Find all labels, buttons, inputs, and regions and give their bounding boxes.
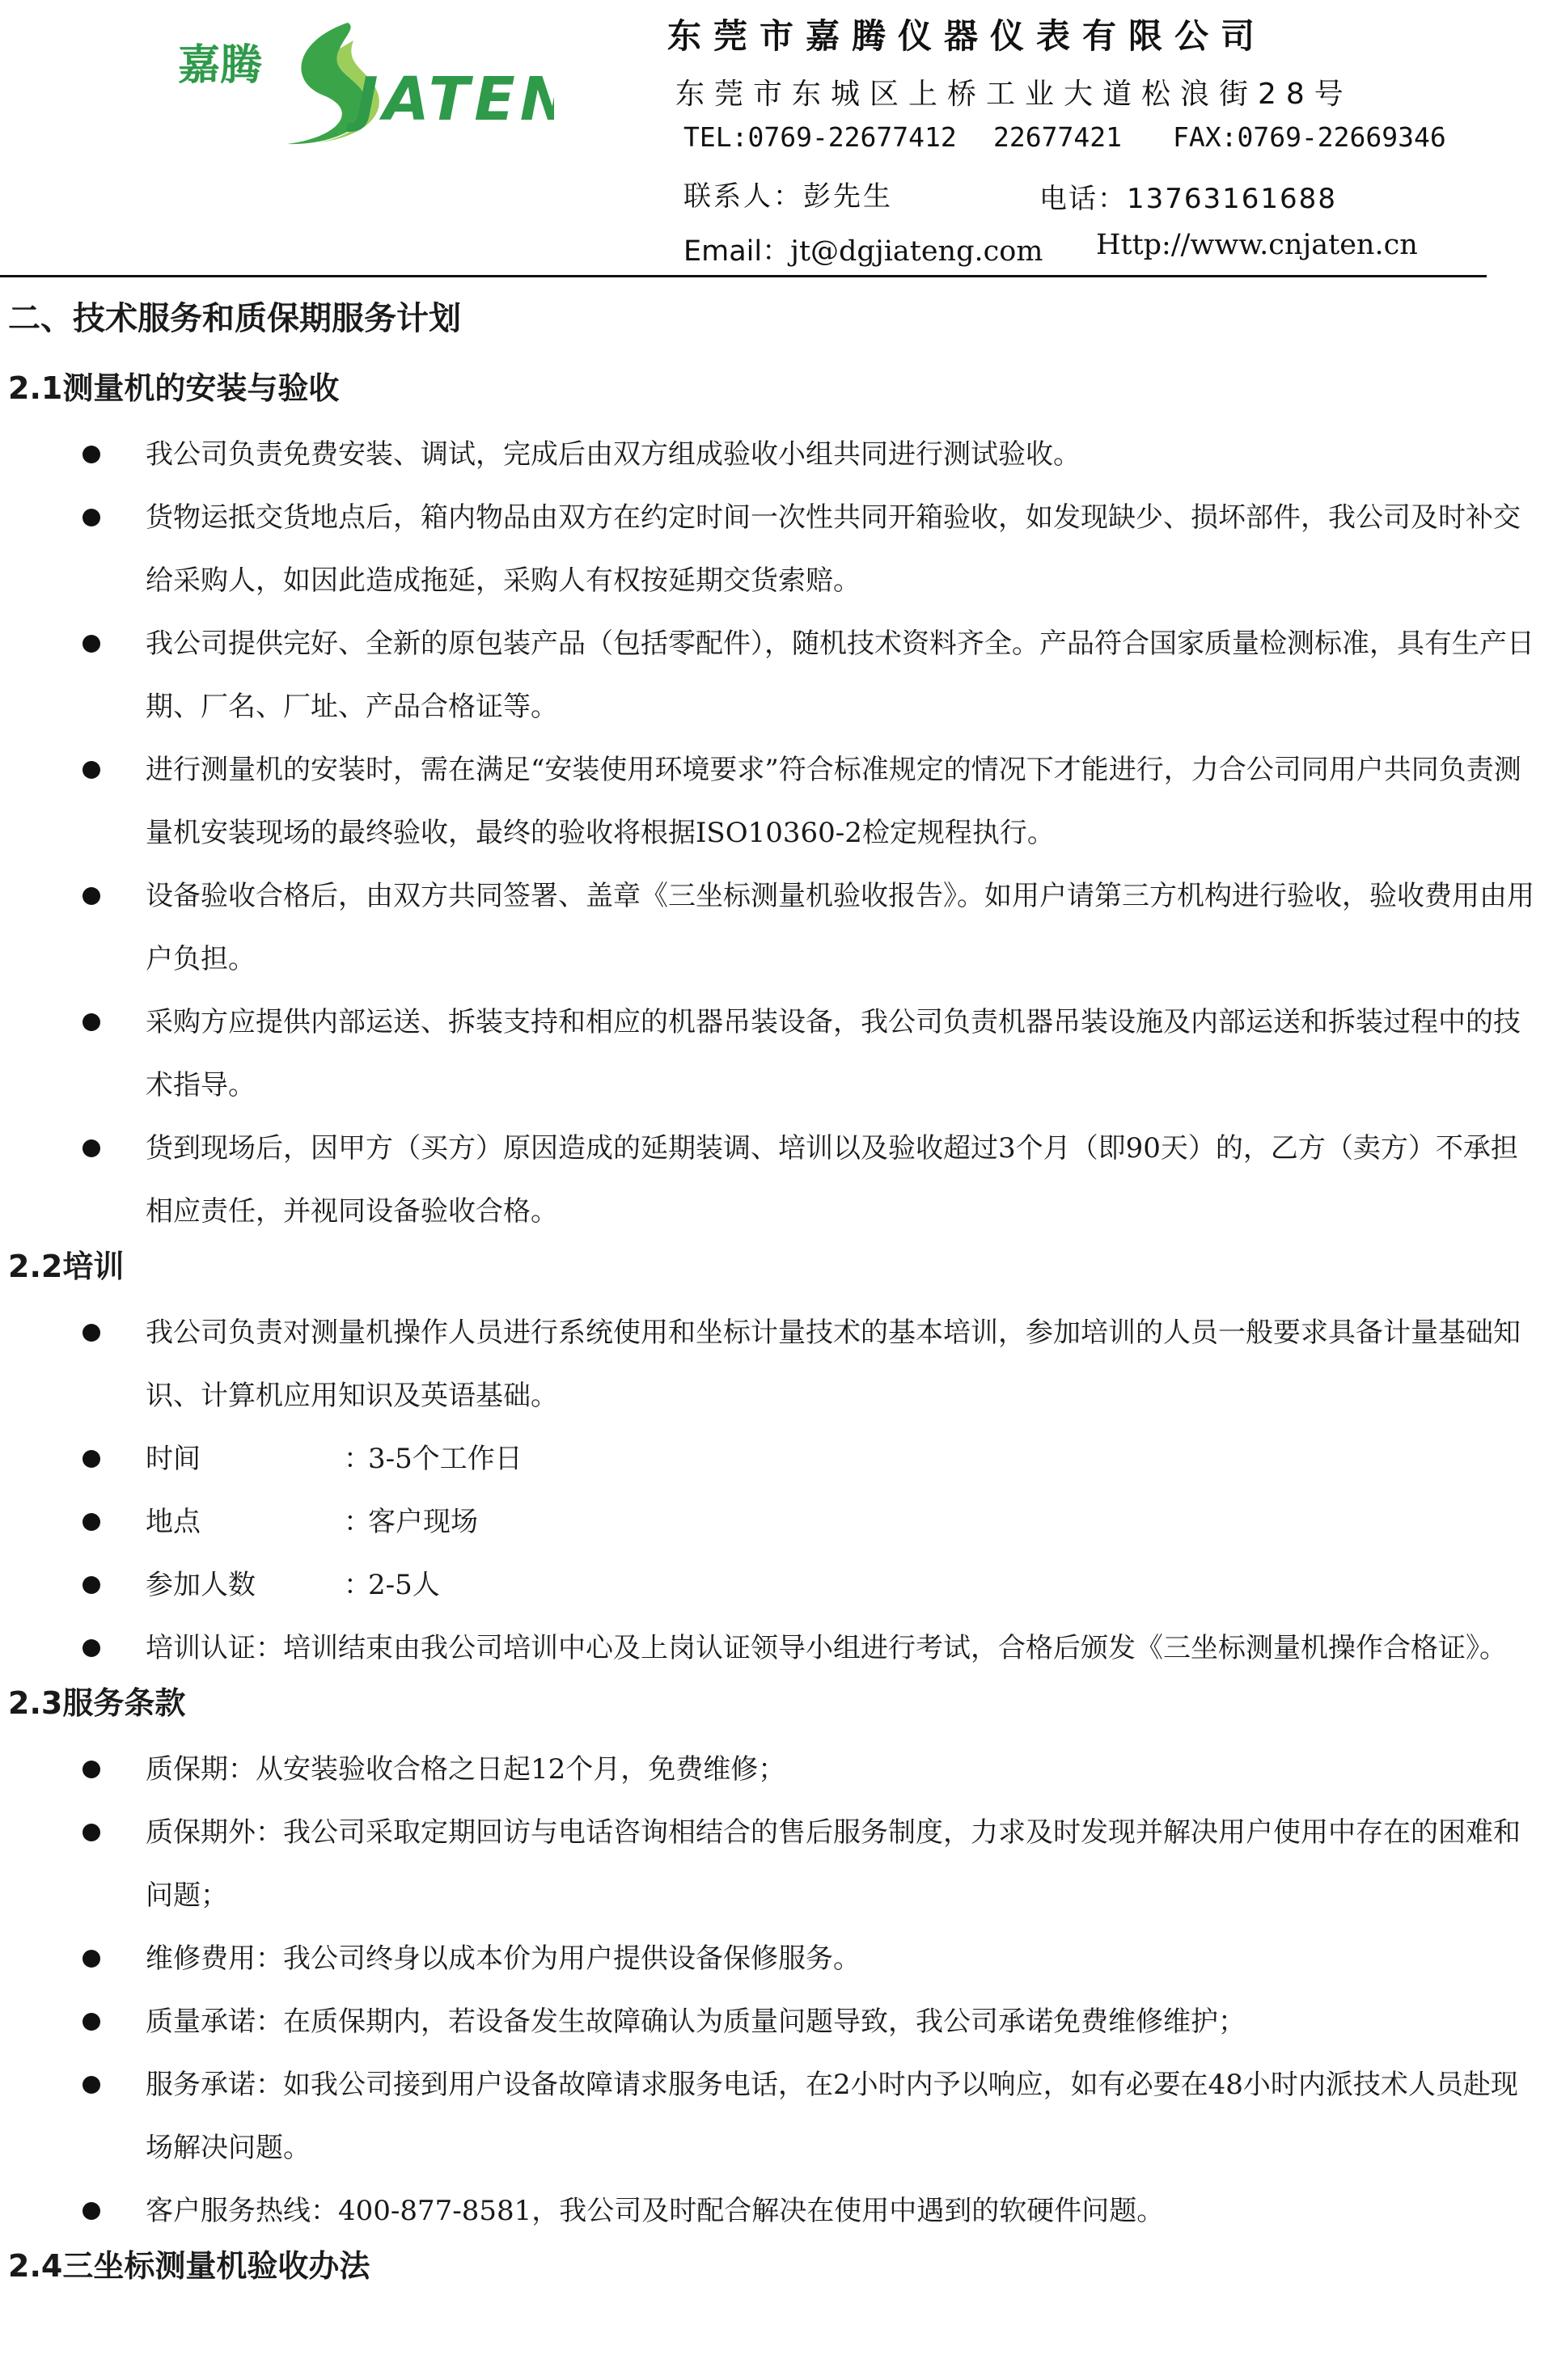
bullet-icon [83,887,100,905]
subsection-2-1-title: 2.1测量机的安装与验收 [8,370,340,406]
company-logo [174,16,554,154]
bullet-icon [83,2202,100,2220]
phone-text: 电话：13763161688 [1039,183,1337,215]
bullet-icon [83,635,100,653]
bullet-icon [83,1013,100,1031]
bullet-icon [83,509,100,526]
subsection-2-3-title: 2.3服务条款 [8,1685,186,1721]
bullet-icon [83,1950,100,1968]
list-item: 采购方应提供内部运送、拆装支持和相应的机器吊装设备，我公司负责机器吊装设施及内部运送和拆装过程中的技术指导。 [0,991,1553,1117]
subsection-2-2-title: 2.2培训 [8,1249,125,1284]
bullet-icon [83,1639,100,1657]
jaten-logo-graphic [174,16,554,154]
list-item: 我公司负责免费安装、调试，完成后由双方组成验收小组共同进行测试验收。 [0,423,1553,486]
bullet-icon [83,2076,100,2094]
subsection-2-2-list [0,1301,1553,1680]
list-item: 质保期外：我公司采取定期回访与电话咨询相结合的售后服务制度，力求及时发现并解决用户使用中存在的困难和问题； [0,1801,1553,1927]
list-item: 我公司负责对测量机操作人员进行系统使用和坐标计量技术的基本培训，参加培训的人员一般要求具备计量基础知识、计算机应用知识及英语基础。 [0,1301,1553,1427]
bullet-icon [83,761,100,779]
bullet-icon [83,1139,100,1157]
contact-text: 联系人：彭先生 [683,180,893,213]
bullet-icon [83,1576,100,1594]
website-link[interactable]: Http://www.cnjaten.cn [1096,229,1418,261]
section-title: 二、技术服务和质保期服务计划 [8,300,461,337]
document-body [0,293,1553,2301]
list-item: 设备验收合格后，由双方共同签署、盖章《三坐标测量机验收报告》。如用户请第三方机构进行验收，验收费用由用户负担。 [0,864,1553,991]
training-time-item: 时间 ：3-5个工作日 [0,1427,1553,1490]
training-place-item: 地点 ：客户现场 [0,1490,1553,1554]
list-item: 进行测量机的安装时，需在满足“安装使用环境要求”符合标准规定的情况下才能进行，力合公司同用户共同负责测量机安装现场的最终验收，最终的验收将根据ISO10360-2检定规程执行。 [0,738,1553,864]
company-name: 东莞市嘉腾仪器仪表有限公司 [667,16,1267,56]
bullet-icon [83,1824,100,1841]
email-line [683,229,1043,269]
bullet-icon [83,1450,100,1468]
list-item: 货物运抵交货地点后，箱内物品由双方在约定时间一次性共同开箱验收，如发现缺少、损坏部件，我公司及时补交给采购人，如因此造成拖延，采购人有权按延期交货索赔。 [0,486,1553,612]
logo-cn-text: 嘉腾 [178,41,263,90]
email-label: Email： [683,235,791,268]
tel-text: TEL:0769-22677412 [683,121,957,153]
header-divider [0,275,1487,277]
tel2-text: 22677421 [993,121,1122,153]
bullet-icon [83,2013,100,2031]
bullet-icon [83,446,100,463]
list-item: 质量承诺：在质保期内，若设备发生故障确认为质量问题导致，我公司承诺免费维修维护； [0,1990,1553,2053]
list-item: 客户服务热线：400-877-8581，我公司及时配合解决在使用中遇到的软硬件问题。 [0,2179,1553,2243]
email-link[interactable]: jt@dgjiateng.com [790,235,1043,268]
company-address: 东莞市东城区上桥工业大道松浪街28号 [675,78,1353,111]
list-item: 我公司提供完好、全新的原包装产品（包括零配件），随机技术资料齐全。产品符合国家质量检测标准，具有生产日期、厂名、厂址、产品合格证等。 [0,612,1553,738]
subsection-2-1-list [0,423,1553,1243]
list-item: 货到现场后，因甲方（买方）原因造成的延期装调、培训以及验收超过3个月（即90天）的，乙方（卖方）不承担相应责任，并视同设备验收合格。 [0,1117,1553,1243]
list-item: 服务承诺：如我公司接到用户设备故障请求服务电话，在2小时内予以响应，如有必要在48小时内派技术人员赴现场解决问题。 [0,2053,1553,2179]
logo-en-text: JATEN [356,65,554,134]
bullet-icon [83,1513,100,1531]
bullet-icon [83,1324,100,1342]
subsection-2-4-title: 2.4三坐标测量机验收办法 [8,2248,370,2284]
list-item: 质保期：从安装验收合格之日起12个月，免费维修； [0,1738,1553,1801]
fax-text: FAX:0769-22669346 [1173,121,1446,153]
training-people-item: 参加人数 ：2-5人 [0,1554,1553,1617]
subsection-2-3-list [0,1738,1553,2243]
bullet-icon [83,1761,100,1778]
list-item: 培训认证：培训结束由我公司培训中心及上岗认证领导小组进行考试，合格后颁发《三坐标测量机操作合格证》。 [0,1617,1553,1680]
list-item: 维修费用：我公司终身以成本价为用户提供设备保修服务。 [0,1927,1553,1990]
